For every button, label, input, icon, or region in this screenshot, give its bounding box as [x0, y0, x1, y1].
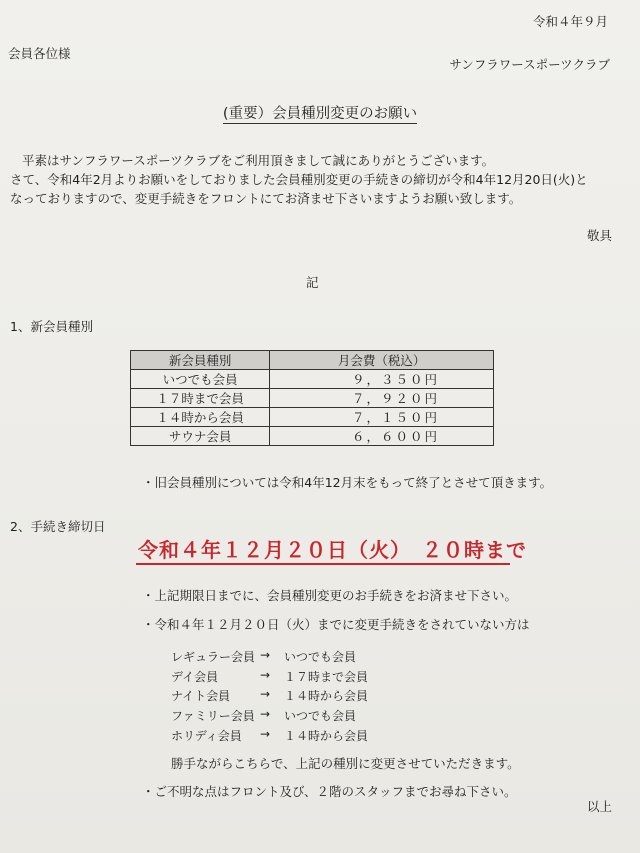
closing-ijo: 以上	[586, 799, 612, 814]
document-title	[0, 106, 640, 122]
membership-fee-table	[130, 350, 494, 446]
mapping-note: 勝手ながらこちらで、上記の種別に変更させていただきます。	[171, 756, 520, 771]
section2-heading: 2、手続き締切日	[10, 519, 106, 534]
member-type-cell: １７時まで会員	[131, 389, 270, 408]
ki-heading: 記	[306, 275, 319, 290]
arrow-icon: →	[260, 707, 271, 721]
old-type: ファミリー会員	[171, 709, 255, 723]
table-row	[131, 427, 494, 446]
section1-heading: 1、新会員種別	[10, 319, 93, 334]
monthly-fee-cell: ９，３５０円	[270, 370, 494, 389]
member-type-cell: サウナ会員	[131, 427, 270, 446]
table-row	[131, 370, 494, 389]
table-row	[131, 389, 494, 408]
monthly-fee-cell: ７，９２０円	[270, 389, 494, 408]
new-type: いつでも会員	[284, 650, 357, 664]
table-row	[131, 408, 494, 427]
member-type-cell: １４時から会員	[131, 408, 270, 427]
arrow-icon: →	[260, 727, 271, 741]
bullet-inquiries: ・ご不明な点はフロント及び、２階のスタッフまでお尋ね下さい。	[142, 784, 517, 799]
old-type: ナイト会員	[171, 689, 231, 703]
new-type: １４時から会員	[284, 689, 369, 703]
table-header-type: 新会員種別	[131, 351, 270, 370]
monthly-fee-cell: ６，６００円	[270, 427, 494, 446]
new-type: １７時まで会員	[284, 670, 369, 684]
table-header-row	[131, 351, 494, 370]
deadline-date: 令和４年１２月２０日（火） ２０時まで	[138, 538, 527, 562]
bullet-complete-procedure: ・上記期限日までに、会員種別変更のお手続きをお済ませ下さい。	[142, 588, 518, 603]
bullet-not-changed: ・令和４年１２月２０日（火）までに変更手続きをされていない方は	[142, 617, 530, 632]
new-type: いつでも会員	[284, 709, 357, 723]
arrow-icon: →	[260, 648, 271, 662]
body-line-2: さて、令和4年2月よりお願いをしておりました会員種別変更の手続きの締切が令和4年12月20日(火)と	[10, 172, 588, 187]
monthly-fee-cell: ７，１５０円	[270, 408, 494, 427]
table-header-fee: 月会費（税込）	[270, 351, 494, 370]
recipient: 会員各位様	[8, 46, 71, 61]
arrow-icon: →	[260, 668, 271, 682]
deadline-underline	[136, 563, 510, 565]
old-type: ホリディ会員	[171, 729, 242, 743]
old-membership-note: ・旧会員種別については令和4年12月末をもって終了とさせて頂きます。	[142, 475, 553, 490]
new-type: １４時から会員	[284, 729, 369, 743]
member-type-cell: いつでも会員	[131, 370, 270, 389]
body-line-3: なっておりますので、変更手続きをフロントにてお済ませ下さいますようお願い致します。	[10, 191, 522, 206]
arrow-icon: →	[260, 687, 271, 701]
body-line-1: 平素はサンフラワースポーツクラブをご利用頂きまして誠にありがとうございます。	[22, 153, 495, 168]
document-date: 令和４年９月	[532, 14, 608, 29]
old-type: デイ会員	[171, 670, 219, 684]
sender-name: サンフラワースポーツクラブ	[449, 57, 610, 72]
closing-keigu: 敬具	[586, 228, 612, 243]
old-type: レギュラー会員	[171, 650, 256, 664]
document-title-text: (重要）会員種別変更のお願い	[222, 106, 418, 122]
